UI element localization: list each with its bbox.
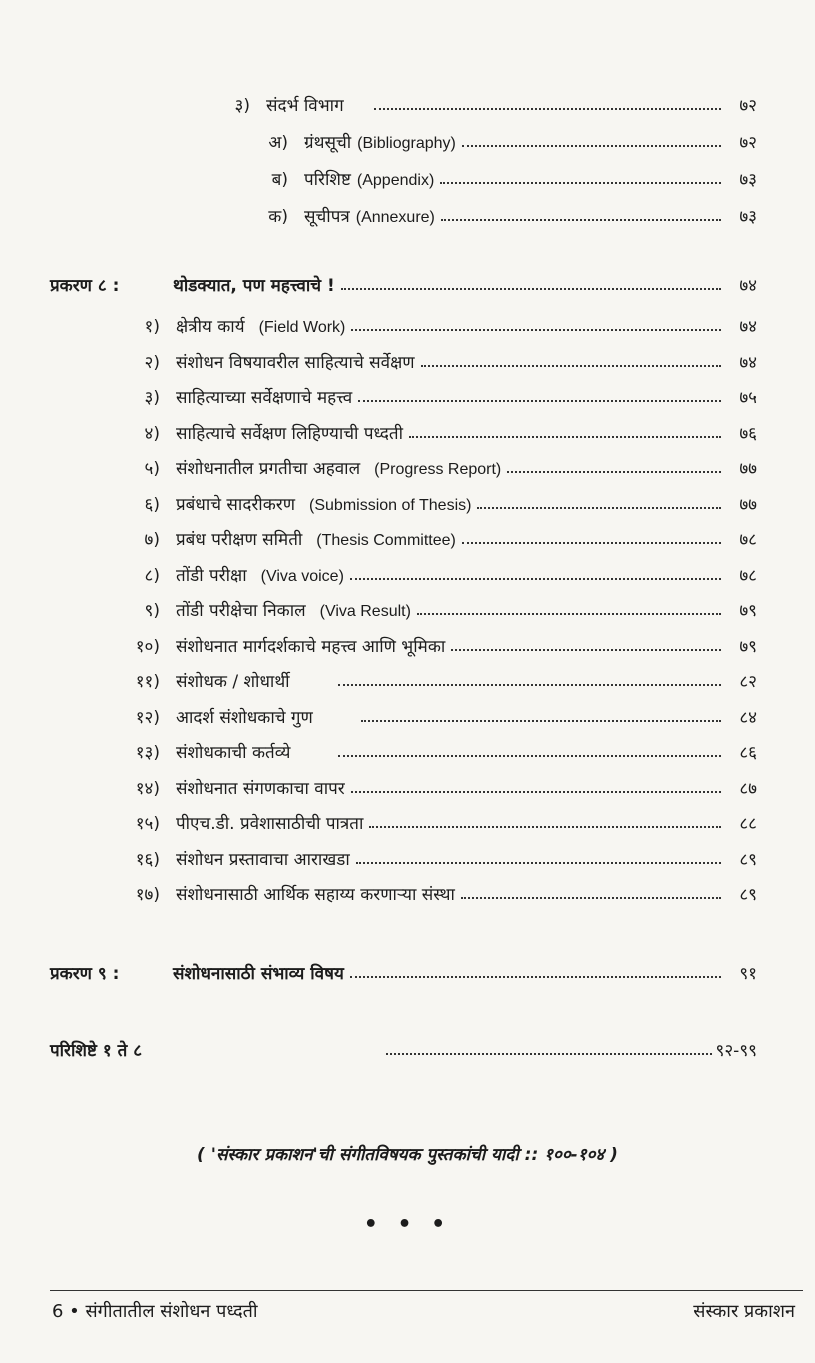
entry-number: ८) — [144, 565, 160, 586]
entry-number: ९) — [144, 600, 160, 621]
leader-dots — [358, 400, 721, 402]
entry-page: ७२ — [739, 95, 757, 116]
toc-entry-ref-section — [210, 88, 757, 120]
entry-page: ७७ — [739, 458, 757, 479]
entry-number: ११) — [135, 671, 160, 692]
entry-label: संशोधकाची कर्तव्ये — [176, 742, 291, 763]
toc-entry — [100, 309, 757, 341]
entry-page: ७३ — [739, 169, 757, 190]
toc-entry-appendix — [250, 162, 757, 194]
entry-label: तोंडी परीक्षा (Viva voice) — [176, 565, 344, 586]
footer-rule — [50, 1290, 803, 1291]
leader-dots — [441, 219, 721, 221]
entry-page: ८८ — [739, 813, 757, 834]
toc-entry — [100, 593, 757, 625]
entry-number: १२) — [135, 707, 160, 728]
leader-dots — [386, 1053, 712, 1055]
leader-dots — [477, 507, 721, 509]
entry-page: ७२ — [739, 132, 757, 153]
entry-page: ८७ — [739, 778, 757, 799]
entry-number: ३) — [234, 95, 250, 116]
entry-page: ७६ — [739, 423, 757, 444]
entry-label: तोंडी परीक्षेचा निकाल (Viva Result) — [176, 600, 411, 621]
entry-number: १०) — [135, 636, 160, 657]
entry-number: ब) — [271, 169, 288, 190]
leader-dots — [350, 578, 721, 580]
entry-label: आदर्श संशोधकाचे गुण — [176, 707, 313, 728]
entry-label: संशोधनासाठी आर्थिक सहाय्य करणाऱ्या संस्था — [176, 884, 455, 905]
appendix-page: ९२-९९ — [715, 1040, 757, 1061]
chapter-page: ९१ — [739, 963, 757, 984]
entry-number: १७) — [135, 884, 160, 905]
entry-number: १६) — [135, 849, 160, 870]
section-end-ornament: • • • — [363, 1212, 452, 1237]
entry-page: ८९ — [739, 849, 757, 870]
entry-label: ग्रंथसूची (Bibliography) — [304, 132, 456, 153]
entry-label: साहित्याचे सर्वेक्षण लिहिण्याची पध्दती — [176, 423, 404, 444]
chapter-label: प्रकरण ९ : — [50, 963, 120, 984]
leader-dots — [461, 897, 721, 899]
entry-label: संदर्भ विभाग — [266, 95, 344, 116]
toc-entry — [100, 416, 757, 448]
publisher-books-note: ( 'संस्कार प्रकाशन'ची संगीतविषयक पुस्तकांची यादी :: १००-१०४ ) — [197, 1145, 618, 1165]
toc-chapter-8 — [50, 268, 757, 300]
entry-number: १४) — [135, 778, 160, 799]
entry-label: संशोधनात मार्गदर्शकाचे महत्त्व आणि भूमिका — [176, 636, 446, 657]
entry-page: ७९ — [739, 636, 757, 657]
toc-entry — [100, 522, 757, 554]
entry-label: पीएच.डी. प्रवेशासाठीची पात्रता — [176, 813, 364, 834]
toc-entry — [100, 806, 757, 838]
footer-publisher: संस्कार प्रकाशन — [693, 1301, 795, 1322]
toc-entry — [100, 664, 757, 696]
entry-number: ३) — [144, 387, 160, 408]
entry-page: ७८ — [739, 529, 757, 550]
chapter-title: थोडक्यात, पण महत्त्वाचे ! — [173, 275, 335, 296]
entry-label: संशोधन प्रस्तावाचा आराखडा — [176, 849, 350, 870]
entry-page: ७४ — [739, 316, 757, 337]
entry-label: प्रबंधाचे सादरीकरण (Submission of Thesis) — [176, 494, 472, 515]
leader-dots — [374, 108, 721, 110]
leader-dots — [409, 436, 721, 438]
entry-page: ८६ — [739, 742, 757, 763]
appendix-label: परिशिष्टे १ ते ८ — [50, 1040, 143, 1061]
entry-number: ७) — [144, 529, 160, 550]
leader-dots — [351, 329, 721, 331]
leader-dots — [350, 976, 721, 978]
toc-entry — [100, 380, 757, 412]
entry-label: संशोधनातील प्रगतीचा अहवाल (Progress Report) — [176, 458, 502, 479]
leader-dots — [440, 182, 721, 184]
toc-entry — [100, 345, 757, 377]
entry-number: अ) — [268, 132, 288, 153]
toc-entry-annexure — [250, 199, 757, 231]
leader-dots — [462, 145, 721, 147]
entry-number: १३) — [135, 742, 160, 763]
toc-entry — [100, 558, 757, 590]
entry-number: १) — [144, 316, 160, 337]
entry-label: क्षेत्रीय कार्य (Field Work) — [176, 316, 346, 337]
entry-number: २) — [144, 352, 160, 373]
toc-entry — [100, 771, 757, 803]
toc-entry-bibliography — [250, 125, 757, 157]
entry-page: ८४ — [739, 707, 757, 728]
toc-entry — [100, 487, 757, 519]
leader-dots — [351, 791, 721, 793]
entry-label: साहित्याच्या सर्वेक्षणाचे महत्त्व — [176, 387, 353, 408]
entry-page: ७९ — [739, 600, 757, 621]
chapter-label: प्रकरण ८ : — [50, 275, 120, 296]
entry-label: संशोधक / शोधार्थी — [176, 671, 290, 692]
leader-dots — [507, 471, 721, 473]
toc-entry — [100, 700, 757, 732]
footer-page-title: 6 • संगीतातील संशोधन पध्दती — [52, 1301, 258, 1322]
entry-number: क) — [268, 206, 288, 227]
entry-label: संशोधनात संगणकाचा वापर — [176, 778, 345, 799]
entry-label: संशोधन विषयावरील साहित्याचे सर्वेक्षण — [176, 352, 415, 373]
leader-dots — [338, 755, 721, 757]
entry-page: ७३ — [739, 206, 757, 227]
entry-number: ५) — [144, 458, 160, 479]
entry-page: ७८ — [739, 565, 757, 586]
leader-dots — [369, 826, 721, 828]
entry-number: १५) — [135, 813, 160, 834]
toc-chapter-9 — [50, 956, 757, 988]
entry-page: ८९ — [739, 884, 757, 905]
entry-page: ७४ — [739, 352, 757, 373]
toc-entry — [100, 842, 757, 874]
toc-entry — [100, 451, 757, 483]
toc-entry — [100, 735, 757, 767]
entry-label: परिशिष्ट (Appendix) — [304, 169, 435, 190]
leader-dots — [421, 365, 721, 367]
leader-dots — [338, 684, 721, 686]
entry-page: ७७ — [739, 494, 757, 515]
entry-page: ७५ — [739, 387, 757, 408]
chapter-title: संशोधनासाठी संभाव्य विषय — [173, 963, 344, 984]
entry-number: ४) — [144, 423, 160, 444]
leader-dots — [361, 720, 721, 722]
leader-dots — [451, 649, 721, 651]
entry-page: ८२ — [739, 671, 757, 692]
toc-appendices — [50, 1033, 757, 1065]
leader-dots — [356, 862, 721, 864]
leader-dots — [417, 613, 721, 615]
entry-label: सूचीपत्र (Annexure) — [304, 206, 435, 227]
entry-number: ६) — [144, 494, 160, 515]
toc-entry — [100, 877, 757, 909]
leader-dots — [462, 542, 721, 544]
toc-entry — [100, 629, 757, 661]
entry-label: प्रबंध परीक्षण समिती (Thesis Committee) — [176, 529, 456, 550]
leader-dots — [341, 288, 721, 290]
chapter-page: ७४ — [739, 275, 757, 296]
